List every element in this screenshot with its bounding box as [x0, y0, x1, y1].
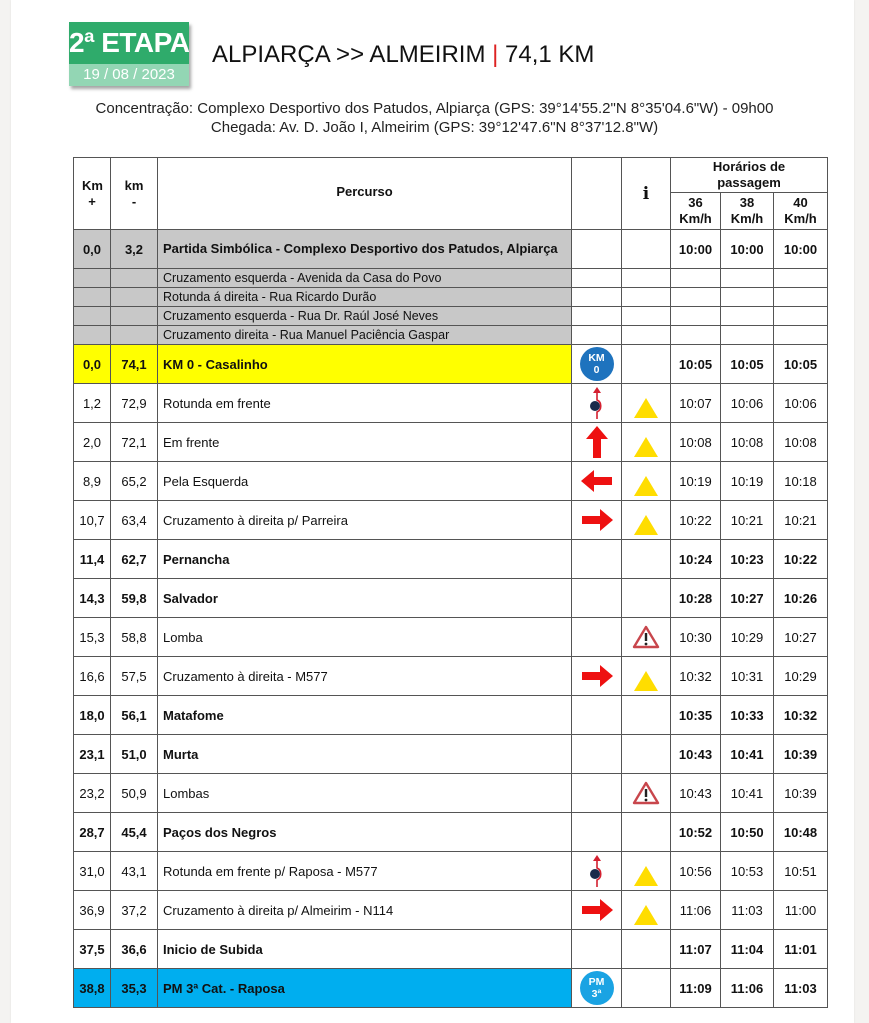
time-cell-38: 10:53 — [721, 852, 774, 891]
direction-icon-cell — [572, 230, 622, 269]
km-plus-cell: 1,2 — [74, 384, 111, 423]
roundabout-icon — [587, 386, 607, 420]
route-text: ALPIARÇA >> ALMEIRIM — [212, 41, 486, 68]
header-speed-36: 36 Km/h — [671, 193, 721, 230]
km0-badge-icon — [580, 347, 614, 381]
time-cell-40: 10:26 — [774, 579, 828, 618]
table-row — [74, 423, 828, 462]
direction-icon-cell — [572, 423, 622, 462]
table-row — [74, 230, 828, 269]
direction-icon-cell — [572, 891, 622, 930]
header-info — [622, 158, 671, 230]
info-icon-cell — [622, 326, 671, 345]
percurso-cell: Em frente — [158, 423, 572, 462]
time-cell-36: 10:07 — [671, 384, 721, 423]
info-icon: i — [642, 183, 650, 204]
km-minus-cell: 50,9 — [111, 774, 158, 813]
km-minus-cell: 74,1 — [111, 345, 158, 384]
time-cell-36: 10:32 — [671, 657, 721, 696]
time-cell-40: 10:00 — [774, 230, 828, 269]
info-icon-cell — [622, 813, 671, 852]
info-icon-cell — [622, 891, 671, 930]
km-minus-cell: 51,0 — [111, 735, 158, 774]
info-icon-cell — [622, 288, 671, 307]
km-plus-cell — [74, 307, 111, 326]
table-row — [74, 288, 828, 307]
info-icon-cell — [622, 269, 671, 288]
table-row — [74, 326, 828, 345]
percurso-cell: Cruzamento à direita p/ Parreira — [158, 501, 572, 540]
percurso-cell: Partida Simbólica - Complexo Desportivo dos Patudos, Alpiarça — [158, 230, 572, 269]
time-cell-38: 10:06 — [721, 384, 774, 423]
stage-title — [212, 40, 594, 70]
time-cell-40: 11:00 — [774, 891, 828, 930]
concentration-info: Concentração: Complexo Desportivo dos Patudos, Alpiarça (GPS: 39°14'55.2"N 8°35'04.6"W) - 09h00 — [95, 100, 774, 117]
direction-icon-cell — [572, 307, 622, 326]
info-icon-cell — [622, 969, 671, 1008]
time-cell-40: 10:22 — [774, 540, 828, 579]
time-cell-38 — [721, 269, 774, 288]
direction-icon-cell — [572, 326, 622, 345]
time-cell-38: 10:41 — [721, 735, 774, 774]
time-cell-36: 11:09 — [671, 969, 721, 1008]
time-cell-36: 10:08 — [671, 423, 721, 462]
table-row — [74, 462, 828, 501]
time-cell-38: 10:05 — [721, 345, 774, 384]
info-icon-cell — [622, 307, 671, 326]
percurso-cell: Cruzamento à direita - M577 — [158, 657, 572, 696]
time-cell-40: 10:39 — [774, 735, 828, 774]
percurso-cell: Murta — [158, 735, 572, 774]
caution-triangle-icon — [633, 865, 659, 887]
direction-icon-cell — [572, 813, 622, 852]
info-icon-cell — [622, 618, 671, 657]
time-cell-38: 10:29 — [721, 618, 774, 657]
arrow-right-icon — [580, 898, 614, 922]
distance-text: 74,1 KM — [505, 41, 595, 68]
percurso-cell: Cruzamento à direita p/ Almeirim - N114 — [158, 891, 572, 930]
badge-text: 0 — [593, 364, 600, 376]
km-minus-cell: 72,1 — [111, 423, 158, 462]
table-row — [74, 384, 828, 423]
km-plus-cell: 0,0 — [74, 345, 111, 384]
direction-icon-cell — [572, 462, 622, 501]
header-icon-column — [572, 158, 622, 230]
time-cell-40: 10:32 — [774, 696, 828, 735]
direction-icon-cell — [572, 579, 622, 618]
time-cell-40 — [774, 326, 828, 345]
table-row — [74, 345, 828, 384]
table-row — [74, 657, 828, 696]
direction-icon-cell — [572, 969, 622, 1008]
time-cell-36: 10:00 — [671, 230, 721, 269]
time-cell-36: 10:05 — [671, 345, 721, 384]
stage-date: 19 / 08 / 2023 — [69, 64, 189, 86]
time-cell-36: 10:52 — [671, 813, 721, 852]
time-cell-36: 10:30 — [671, 618, 721, 657]
table-row — [74, 735, 828, 774]
info-icon-cell — [622, 345, 671, 384]
direction-icon-cell — [572, 288, 622, 307]
km-plus-cell — [74, 269, 111, 288]
percurso-cell: Lomba — [158, 618, 572, 657]
direction-icon-cell — [572, 501, 622, 540]
header-speed-40: 40 Km/h — [774, 193, 828, 230]
time-cell-36: 10:56 — [671, 852, 721, 891]
percurso-cell: Matafome — [158, 696, 572, 735]
time-cell-38: 11:04 — [721, 930, 774, 969]
km-plus-cell: 23,2 — [74, 774, 111, 813]
km-plus-cell: 11,4 — [74, 540, 111, 579]
info-icon-cell — [622, 462, 671, 501]
km-plus-cell: 36,9 — [74, 891, 111, 930]
table-row — [74, 891, 828, 930]
header-percurso: Percurso — [158, 158, 572, 230]
km-minus-cell: 62,7 — [111, 540, 158, 579]
danger-warning-icon — [632, 625, 660, 649]
percurso-cell: Lombas — [158, 774, 572, 813]
info-icon-cell — [622, 579, 671, 618]
time-cell-36: 10:28 — [671, 579, 721, 618]
caution-triangle-icon — [633, 670, 659, 692]
km-plus-cell: 16,6 — [74, 657, 111, 696]
arrow-right-icon — [580, 508, 614, 532]
km-minus-cell: 3,2 — [111, 230, 158, 269]
table-row — [74, 579, 828, 618]
percurso-cell: Salvador — [158, 579, 572, 618]
km-minus-cell: 35,3 — [111, 969, 158, 1008]
info-icon-cell — [622, 735, 671, 774]
time-cell-38 — [721, 307, 774, 326]
time-cell-36: 10:19 — [671, 462, 721, 501]
percurso-cell: Rotunda em frente — [158, 384, 572, 423]
route-table — [73, 157, 828, 1008]
km-plus-cell: 38,8 — [74, 969, 111, 1008]
table-row — [74, 969, 828, 1008]
stage-label: 2ª ETAPA — [69, 22, 189, 64]
km-minus-cell: 37,2 — [111, 891, 158, 930]
time-cell-40: 10:18 — [774, 462, 828, 501]
arrow-up-icon — [585, 425, 609, 459]
percurso-cell: Rotunda em frente p/ Raposa - M577 — [158, 852, 572, 891]
time-cell-40 — [774, 307, 828, 326]
km-plus-cell: 23,1 — [74, 735, 111, 774]
header-speed-38: 38 Km/h — [721, 193, 774, 230]
km-minus-cell: 36,6 — [111, 930, 158, 969]
direction-icon-cell — [572, 852, 622, 891]
time-cell-36 — [671, 269, 721, 288]
table-row — [74, 269, 828, 288]
info-icon-cell — [622, 930, 671, 969]
km-plus-cell — [74, 288, 111, 307]
time-cell-38 — [721, 326, 774, 345]
time-cell-38: 10:08 — [721, 423, 774, 462]
km-plus-cell: 14,3 — [74, 579, 111, 618]
time-cell-40: 11:01 — [774, 930, 828, 969]
info-icon-cell — [622, 696, 671, 735]
mountain-prize-badge-icon — [580, 971, 614, 1005]
time-cell-38: 11:03 — [721, 891, 774, 930]
km-plus-cell: 15,3 — [74, 618, 111, 657]
km-plus-cell: 18,0 — [74, 696, 111, 735]
time-cell-40: 11:03 — [774, 969, 828, 1008]
km-plus-cell: 31,0 — [74, 852, 111, 891]
info-icon-cell — [622, 852, 671, 891]
table-row — [74, 813, 828, 852]
percurso-cell: Rotunda á direita - Rua Ricardo Durão — [158, 288, 572, 307]
caution-triangle-icon — [633, 397, 659, 419]
km-minus-cell — [111, 326, 158, 345]
time-cell-36 — [671, 326, 721, 345]
time-cell-40: 10:06 — [774, 384, 828, 423]
km-minus-cell: 63,4 — [111, 501, 158, 540]
caution-triangle-icon — [633, 904, 659, 926]
km-plus-cell: 2,0 — [74, 423, 111, 462]
arrow-right-icon — [580, 664, 614, 688]
time-cell-38: 10:19 — [721, 462, 774, 501]
header-km-plus: Km + — [74, 158, 111, 230]
info-icon-cell — [622, 657, 671, 696]
direction-icon-cell — [572, 657, 622, 696]
table-row — [74, 852, 828, 891]
time-cell-36 — [671, 307, 721, 326]
time-cell-40: 10:39 — [774, 774, 828, 813]
direction-icon-cell — [572, 618, 622, 657]
time-cell-40: 10:29 — [774, 657, 828, 696]
km-plus-cell: 0,0 — [74, 230, 111, 269]
info-icon-cell — [622, 230, 671, 269]
time-cell-38: 10:21 — [721, 501, 774, 540]
time-cell-38: 10:31 — [721, 657, 774, 696]
km-plus-cell: 8,9 — [74, 462, 111, 501]
km-plus-cell: 10,7 — [74, 501, 111, 540]
badge-text: PM — [588, 976, 605, 988]
percurso-cell: Cruzamento esquerda - Rua Dr. Raúl José Neves — [158, 307, 572, 326]
badge-text: KM — [588, 352, 605, 364]
time-cell-40: 10:08 — [774, 423, 828, 462]
time-cell-38: 10:27 — [721, 579, 774, 618]
percurso-cell: Inicio de Subida — [158, 930, 572, 969]
km-minus-cell: 65,2 — [111, 462, 158, 501]
time-cell-36: 11:06 — [671, 891, 721, 930]
km-minus-cell: 56,1 — [111, 696, 158, 735]
km-minus-cell: 72,9 — [111, 384, 158, 423]
direction-icon-cell — [572, 345, 622, 384]
km-minus-cell: 59,8 — [111, 579, 158, 618]
caution-triangle-icon — [633, 436, 659, 458]
table-row — [74, 540, 828, 579]
time-cell-36: 10:43 — [671, 774, 721, 813]
time-cell-40: 10:27 — [774, 618, 828, 657]
caution-triangle-icon — [633, 514, 659, 536]
badge-text: 3ª — [591, 988, 602, 1000]
km-minus-cell — [111, 307, 158, 326]
percurso-cell: Cruzamento esquerda - Avenida da Casa do Povo — [158, 269, 572, 288]
info-icon-cell — [622, 501, 671, 540]
table-row — [74, 618, 828, 657]
header-km-minus: km - — [111, 158, 158, 230]
info-icon-cell — [622, 384, 671, 423]
time-cell-38: 10:23 — [721, 540, 774, 579]
direction-icon-cell — [572, 384, 622, 423]
stage-badge — [69, 22, 189, 86]
km-minus-cell: 43,1 — [111, 852, 158, 891]
percurso-cell: KM 0 - Casalinho — [158, 345, 572, 384]
time-cell-40: 10:05 — [774, 345, 828, 384]
percurso-cell: Cruzamento direita - Rua Manuel Paciência Gaspar — [158, 326, 572, 345]
km-minus-cell: 58,8 — [111, 618, 158, 657]
direction-icon-cell — [572, 735, 622, 774]
table-row — [74, 696, 828, 735]
caution-triangle-icon — [633, 475, 659, 497]
time-cell-38: 10:00 — [721, 230, 774, 269]
percurso-cell: Paços dos Negros — [158, 813, 572, 852]
arrow-left-icon — [580, 469, 614, 493]
direction-icon-cell — [572, 774, 622, 813]
direction-icon-cell — [572, 540, 622, 579]
km-minus-cell — [111, 288, 158, 307]
danger-warning-icon — [632, 781, 660, 805]
direction-icon-cell — [572, 269, 622, 288]
direction-icon-cell — [572, 696, 622, 735]
time-cell-38: 11:06 — [721, 969, 774, 1008]
header-horarios: Horários de passagem — [671, 158, 828, 193]
info-icon-cell — [622, 423, 671, 462]
time-cell-40: 10:21 — [774, 501, 828, 540]
info-icon-cell — [622, 774, 671, 813]
km-plus-cell: 37,5 — [74, 930, 111, 969]
time-cell-38: 10:33 — [721, 696, 774, 735]
time-cell-40 — [774, 288, 828, 307]
percurso-cell: Pela Esquerda — [158, 462, 572, 501]
direction-icon-cell — [572, 930, 622, 969]
percurso-cell: PM 3ª Cat. - Raposa — [158, 969, 572, 1008]
percurso-cell: Pernancha — [158, 540, 572, 579]
time-cell-40: 10:51 — [774, 852, 828, 891]
roundabout-icon — [587, 854, 607, 888]
time-cell-36: 10:43 — [671, 735, 721, 774]
time-cell-36: 10:24 — [671, 540, 721, 579]
info-icon-cell — [622, 540, 671, 579]
time-cell-36: 10:35 — [671, 696, 721, 735]
table-row — [74, 307, 828, 326]
finish-info: Chegada: Av. D. João I, Almeirim (GPS: 39°12'47.6"N 8°37'12.8"W) — [210, 119, 659, 136]
time-cell-36: 11:07 — [671, 930, 721, 969]
km-plus-cell: 28,7 — [74, 813, 111, 852]
km-minus-cell: 57,5 — [111, 657, 158, 696]
time-cell-40: 10:48 — [774, 813, 828, 852]
time-cell-36: 10:22 — [671, 501, 721, 540]
table-row — [74, 930, 828, 969]
time-cell-38: 10:50 — [721, 813, 774, 852]
title-separator: | — [492, 41, 499, 68]
time-cell-38: 10:41 — [721, 774, 774, 813]
km-minus-cell: 45,4 — [111, 813, 158, 852]
km-plus-cell — [74, 326, 111, 345]
km-minus-cell — [111, 269, 158, 288]
time-cell-36 — [671, 288, 721, 307]
time-cell-38 — [721, 288, 774, 307]
time-cell-40 — [774, 269, 828, 288]
table-row — [74, 774, 828, 813]
table-row — [74, 501, 828, 540]
